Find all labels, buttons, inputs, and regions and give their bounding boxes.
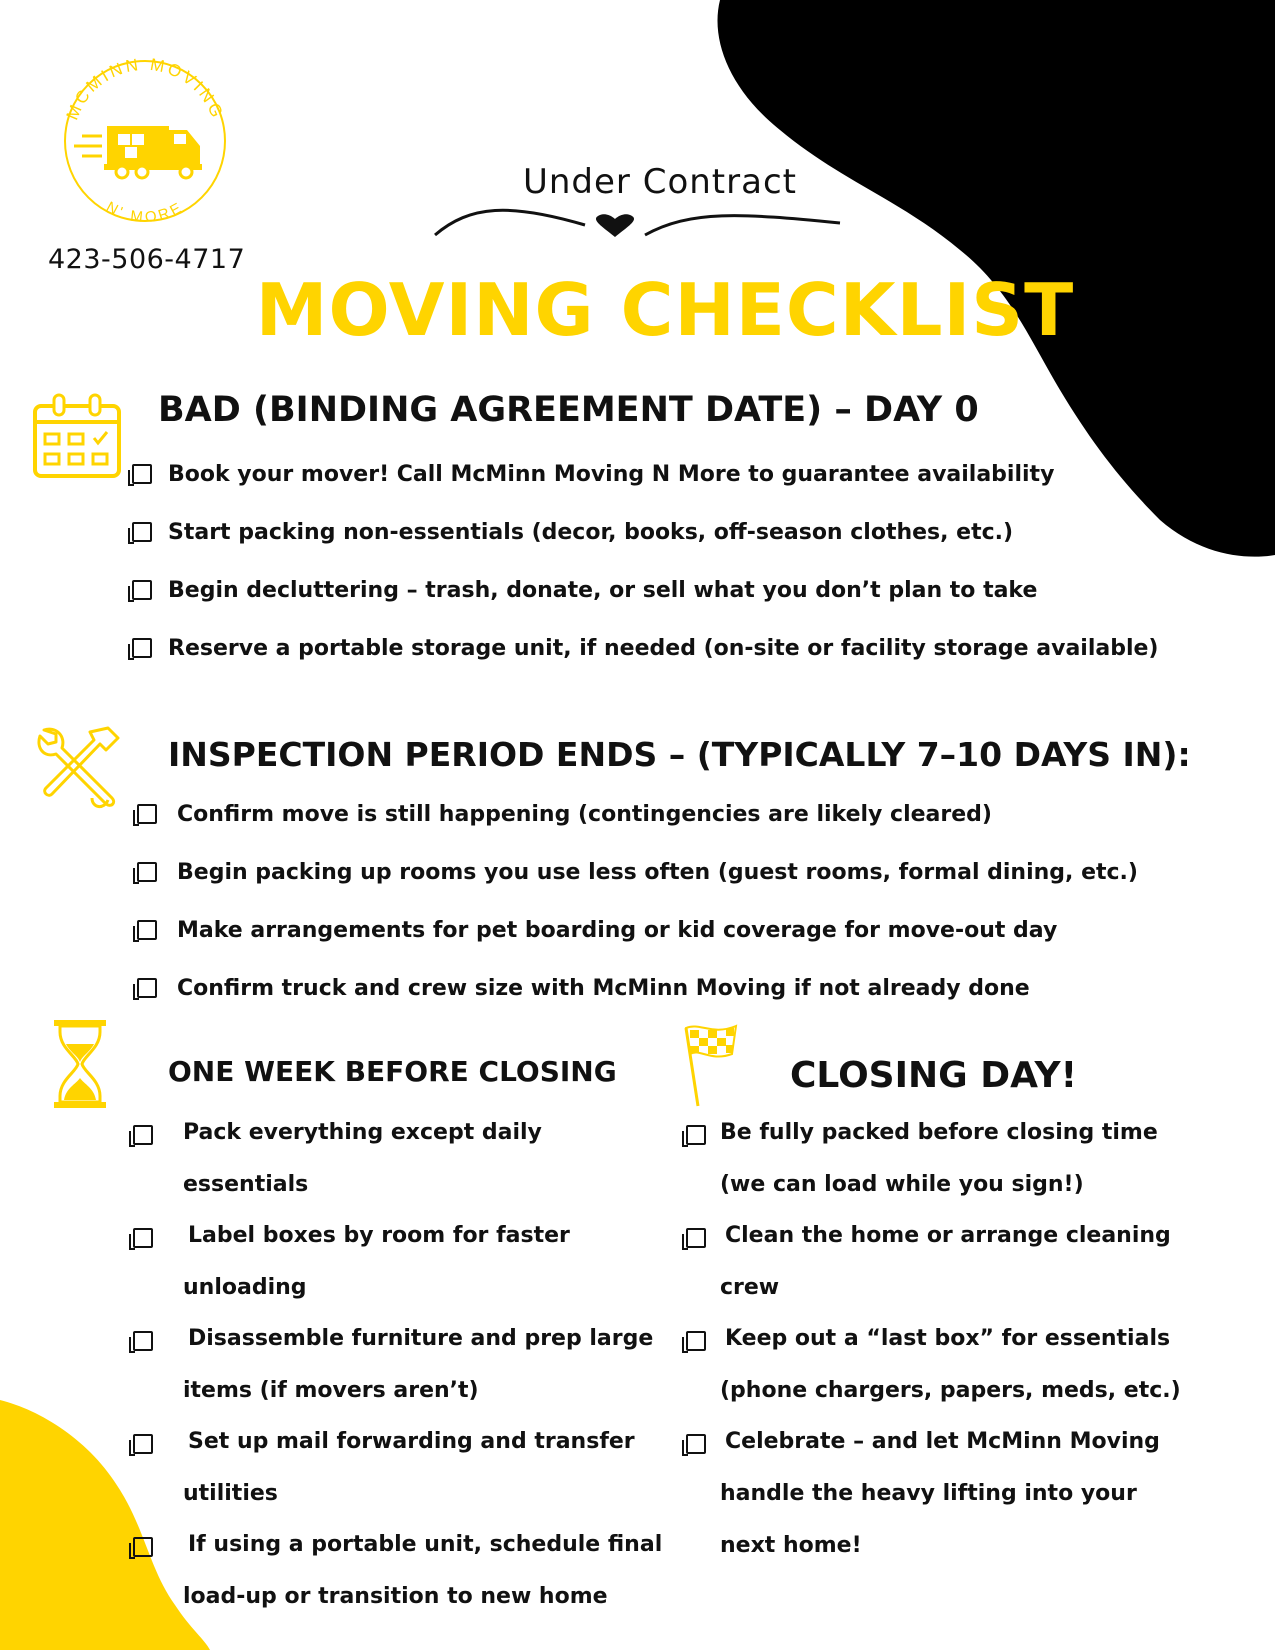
checklist-item[interactable]: [177, 918, 1057, 943]
checklist-item[interactable]: [168, 636, 1158, 661]
checkbox-icon[interactable]: [132, 638, 152, 658]
checklist-item-line: next home!: [720, 1533, 862, 1558]
checkbox-icon[interactable]: [686, 1228, 706, 1248]
svg-text:MCMINN MOVING: MCMINN MOVING: [62, 54, 228, 123]
checklist-item[interactable]: [183, 1416, 635, 1520]
checklist-item-label: Reserve a portable storage unit, if needed (on-site or facility storage available): [168, 636, 1159, 661]
checkbox-icon[interactable]: [686, 1434, 706, 1454]
checklist-item-line: handle the heavy lifting into your: [720, 1481, 1137, 1506]
checklist-item-label: Begin decluttering – trash, donate, or sell what you don’t plan to take: [168, 578, 1038, 603]
section-heading-inspection: INSPECTION PERIOD ENDS – (TYPICALLY 7–10 DAYS IN):: [168, 735, 1191, 774]
checklist-item-line: If using a portable unit, schedule final: [188, 1532, 663, 1557]
checklist-item[interactable]: [720, 1107, 1158, 1211]
tools-icon: [34, 722, 124, 812]
company-logo: [52, 48, 238, 234]
checkbox-icon[interactable]: [686, 1125, 706, 1145]
checklist-item[interactable]: [168, 578, 1037, 603]
checkbox-icon[interactable]: [137, 978, 157, 998]
checklist-item-label: Begin packing up rooms you use less often (guest rooms, formal dining, etc.): [177, 860, 1138, 885]
checklist-item-line: unloading: [183, 1275, 307, 1300]
checkered-flag-icon: [680, 1018, 740, 1108]
checklist-item-label: Book your mover! Call McMinn Moving N More to guarantee availability: [168, 462, 1055, 487]
checklist-item-line: Disassemble furniture and prep large: [188, 1326, 654, 1351]
heart-flourish-icon: [430, 205, 850, 250]
checklist-item[interactable]: [183, 1313, 653, 1417]
checklist-item-line: Label boxes by room for faster: [188, 1223, 570, 1248]
checkbox-icon[interactable]: [137, 862, 157, 882]
checkbox-icon[interactable]: [132, 580, 152, 600]
checkbox-icon[interactable]: [133, 1434, 153, 1454]
checklist-item[interactable]: [183, 1519, 662, 1623]
checklist-item[interactable]: [177, 802, 992, 827]
checklist-item[interactable]: [720, 1313, 1181, 1417]
calendar-icon: [32, 392, 124, 480]
checkbox-icon[interactable]: [137, 920, 157, 940]
checklist-item[interactable]: [177, 860, 1138, 885]
checklist-item-label: Start packing non-essentials (decor, books, off-season clothes, etc.): [168, 520, 1014, 545]
checklist-item-line: Celebrate – and let McMinn Moving: [725, 1429, 1160, 1454]
svg-text:N' MORE: N' MORE: [103, 198, 187, 227]
checklist-item[interactable]: [183, 1107, 542, 1211]
section-heading-one-week: ONE WEEK BEFORE CLOSING: [168, 1055, 617, 1088]
checklist-item[interactable]: [720, 1210, 1171, 1314]
checklist-item-label: Confirm move is still happening (contingencies are likely cleared): [177, 802, 992, 827]
checkbox-icon[interactable]: [133, 1331, 153, 1351]
checklist-item-line: Clean the home or arrange cleaning: [725, 1223, 1171, 1248]
yellow-blob-decoration: [0, 1400, 210, 1650]
checklist-item-line: load-up or transition to new home: [183, 1584, 608, 1609]
checklist-item-line: crew: [720, 1275, 780, 1300]
checklist-item-line: utilities: [183, 1481, 278, 1506]
checklist-item-line: Pack everything except daily: [183, 1120, 542, 1145]
subtitle: [0, 162, 1275, 202]
checkbox-icon[interactable]: [686, 1331, 706, 1351]
checklist-item-label: Confirm truck and crew size with McMinn Moving if not already done: [177, 976, 1030, 1001]
hourglass-icon: [52, 1018, 108, 1110]
checklist-item-line: Keep out a “last box” for essentials: [725, 1326, 1171, 1351]
subtitle-text: Under Contract: [523, 162, 797, 202]
checklist-item-line: Be fully packed before closing time: [720, 1120, 1158, 1145]
checklist-item[interactable]: [168, 520, 1013, 545]
checkbox-icon[interactable]: [137, 804, 157, 824]
checklist-item-line: essentials: [183, 1172, 309, 1197]
checklist-item[interactable]: [168, 462, 1054, 487]
checklist-item-label: Make arrangements for pet boarding or kid coverage for move-out day: [177, 918, 1058, 943]
checklist-item-line: (we can load while you sign!): [720, 1172, 1084, 1197]
checklist-item-line: Set up mail forwarding and transfer: [188, 1429, 635, 1454]
checkbox-icon[interactable]: [132, 522, 152, 542]
checkbox-icon[interactable]: [133, 1537, 153, 1557]
section-heading-closing: CLOSING DAY!: [790, 1055, 1077, 1096]
checklist-item-line: items (if movers aren’t): [183, 1378, 479, 1403]
checklist-item-line: (phone chargers, papers, meds, etc.): [720, 1378, 1181, 1403]
phone-number: 423-506-4717: [48, 244, 246, 275]
checklist-item[interactable]: [183, 1210, 570, 1314]
checklist-item[interactable]: [720, 1416, 1160, 1572]
section-heading-bad: BAD (BINDING AGREEMENT DATE) – DAY 0: [158, 390, 979, 430]
page-title: MOVING CHECKLIST: [255, 268, 1075, 352]
checkbox-icon[interactable]: [132, 464, 152, 484]
checklist-item[interactable]: [177, 976, 1030, 1001]
checkbox-icon[interactable]: [133, 1125, 153, 1145]
checkbox-icon[interactable]: [133, 1228, 153, 1248]
